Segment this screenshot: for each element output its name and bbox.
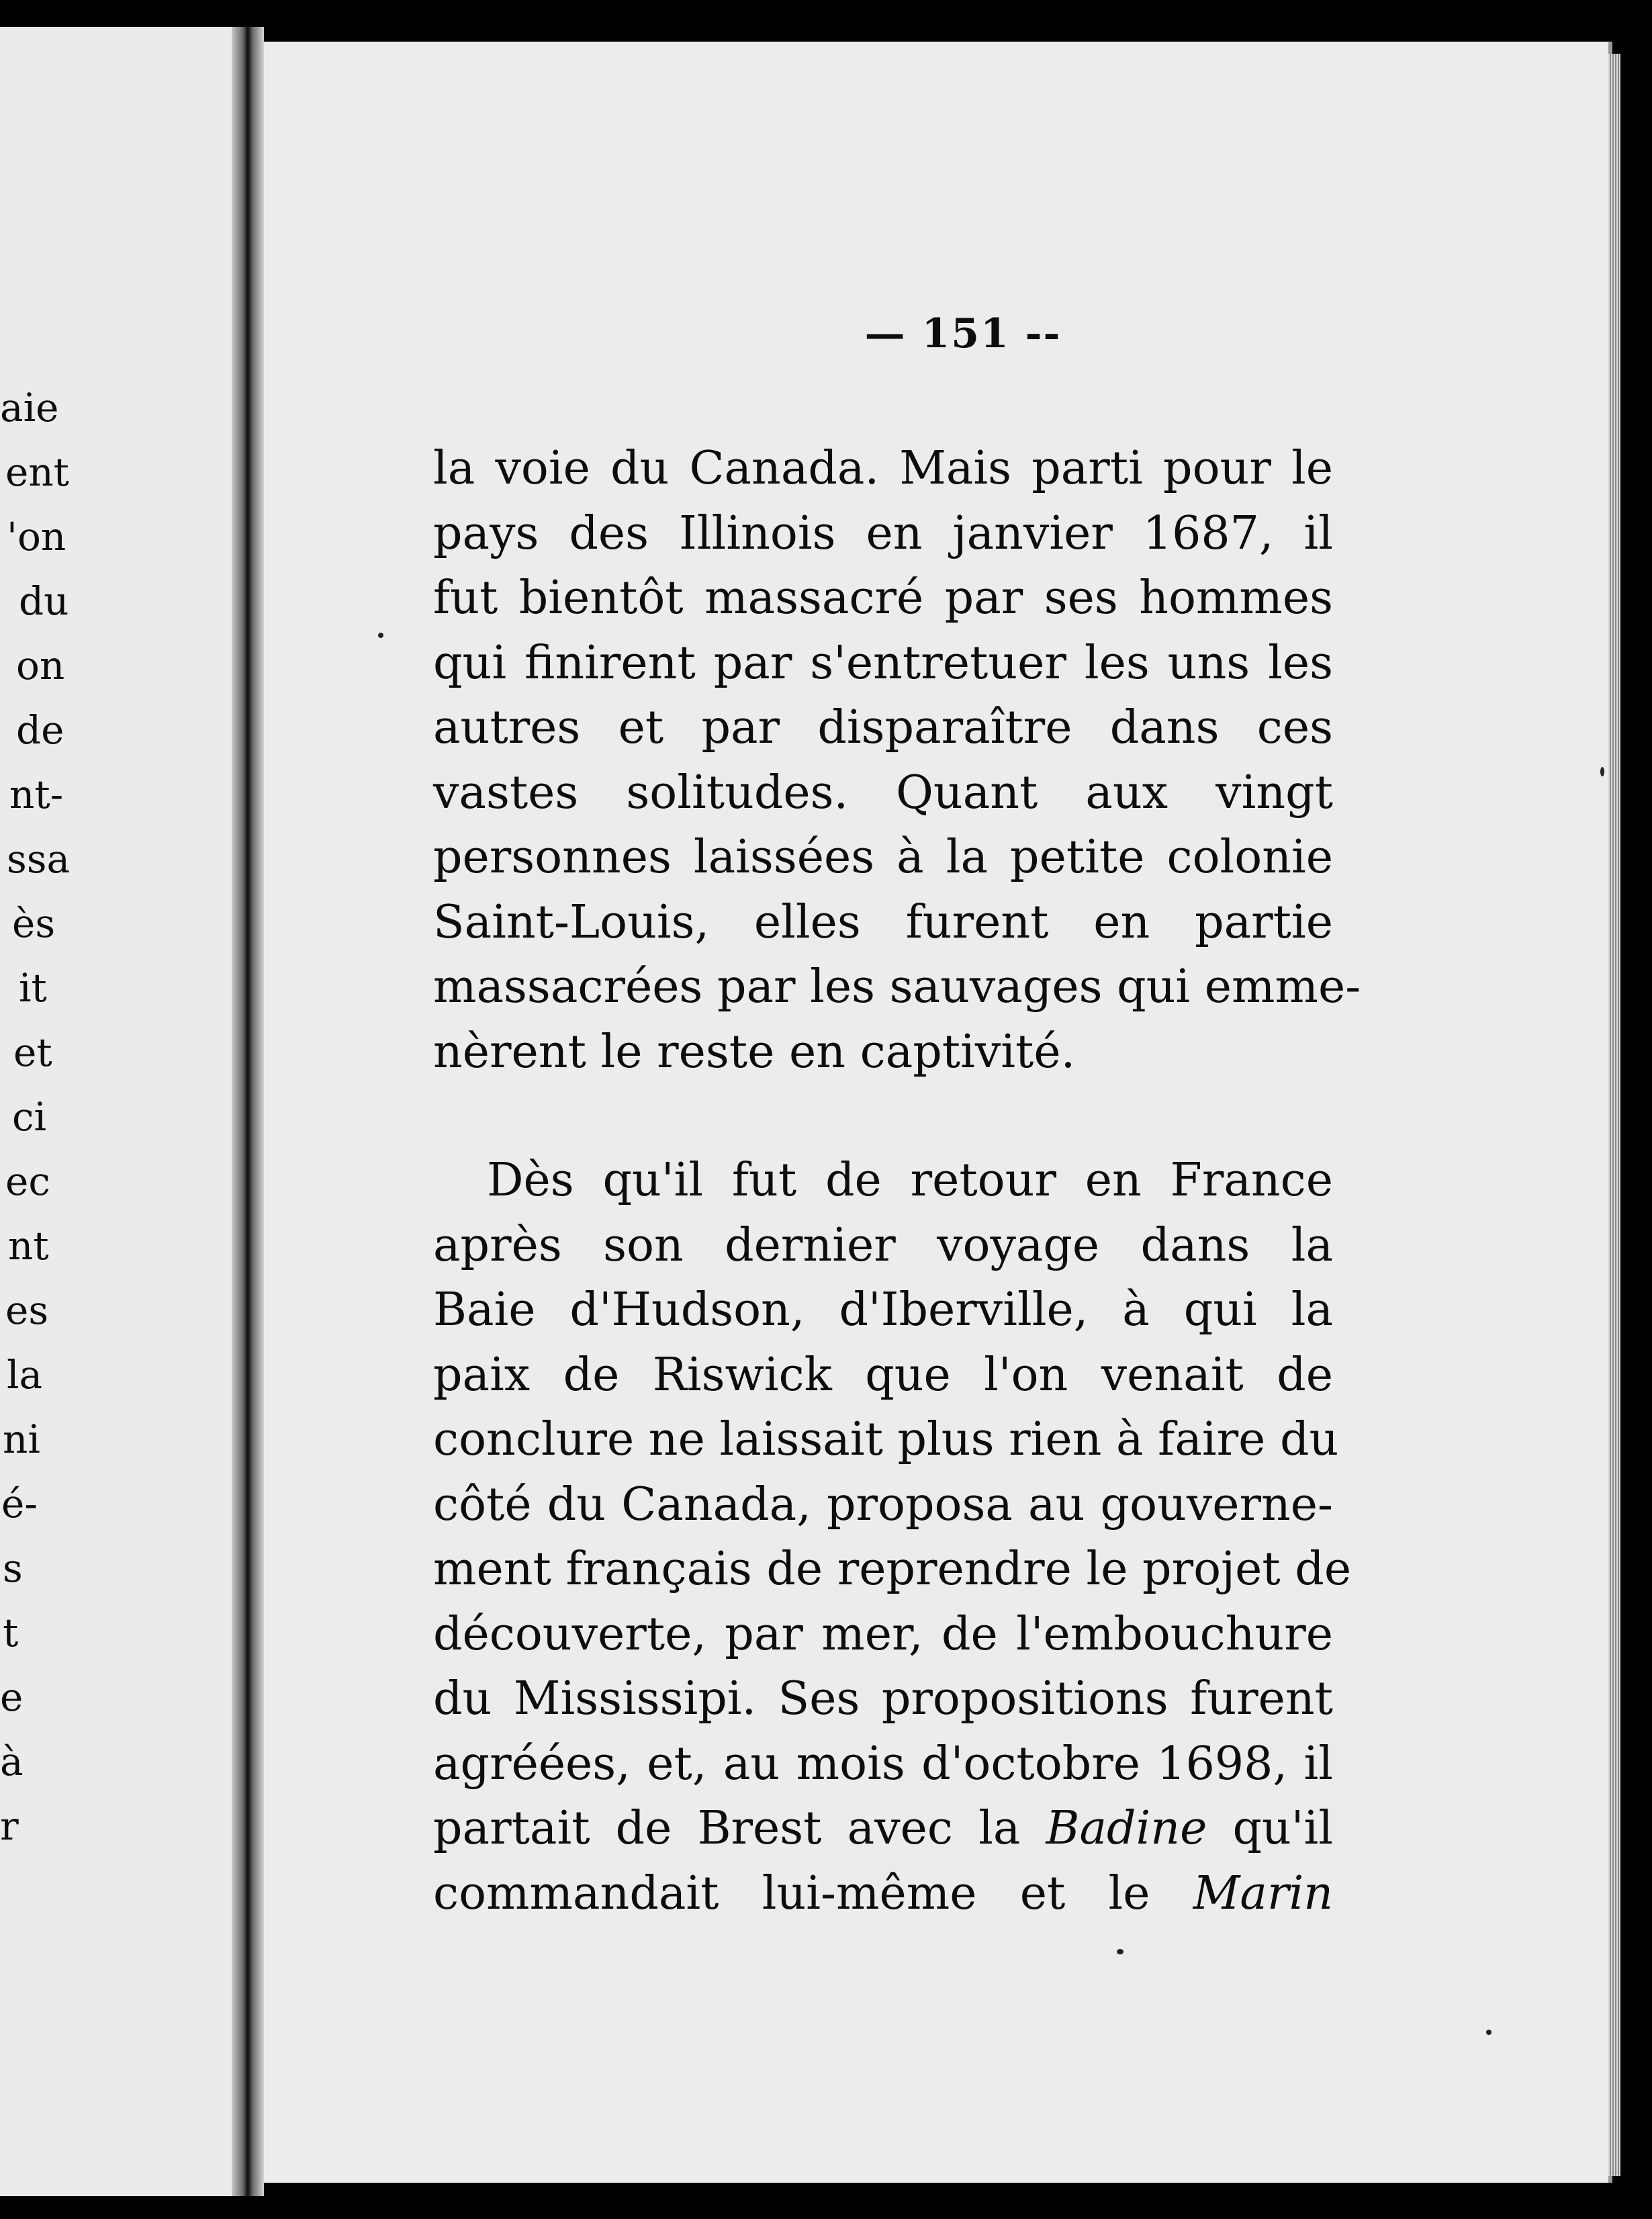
left-page-fragment: ec <box>5 1159 50 1204</box>
left-page-fragment: aie <box>0 385 59 431</box>
text-line: découverte, par mer, de l'embouchure <box>433 1607 1333 1661</box>
left-page-fragment: et <box>13 1030 52 1075</box>
ship-name-badine: Badine <box>1046 1802 1207 1855</box>
left-page-fragment: de <box>16 707 64 753</box>
text-line: Baie d'Hudson, d'Iberville, à qui la <box>433 1283 1333 1337</box>
paper-speck <box>1486 2030 1492 2035</box>
text-line: après son dernier voyage dans la <box>433 1218 1333 1272</box>
left-page-fragment: 'on <box>7 514 66 559</box>
text-line: pays des Illinois en janvier 1687, il <box>433 506 1333 560</box>
left-page-fragment: la <box>7 1352 43 1398</box>
left-page-fragment: é- <box>1 1481 38 1527</box>
text-run: partait de Brest avec la <box>433 1802 1046 1855</box>
left-page-fragment: ni <box>3 1416 40 1462</box>
paper-speck <box>1600 767 1604 776</box>
left-page-fragment: nt- <box>9 772 64 817</box>
ship-name-marin: Marin <box>1193 1866 1333 1920</box>
left-page-fragment: à <box>0 1739 24 1784</box>
left-page-fragment: ssa <box>7 836 71 882</box>
text-line: du Mississipi. Ses propositions furent <box>433 1672 1333 1725</box>
book-gutter <box>232 27 264 2196</box>
text-line <box>433 1862 1333 1927</box>
text-line <box>433 1797 1333 1862</box>
paragraph-break <box>433 1085 1333 1148</box>
left-page-fragment: e <box>0 1674 24 1720</box>
text-line: vastes solitudes. Quant aux vingt <box>433 766 1333 819</box>
text-line: autres et par disparaître dans ces <box>433 701 1333 754</box>
current-page <box>264 42 1612 2183</box>
paper-speck <box>378 633 383 638</box>
text-line: Saint-Louis, elles furent en partie <box>433 895 1333 949</box>
text-line: massacrées par les sauvages qui emme- <box>433 960 1361 1013</box>
page-number: — 151 -- <box>864 310 1062 357</box>
left-page-fragment: du <box>19 578 69 624</box>
text-line: la voie du Canada. Mais parti pour le <box>433 442 1333 495</box>
text-line: Dès qu'il fut de retour en France <box>487 1154 1333 1207</box>
text-line: paix de Riswick que l'on venait de <box>433 1348 1333 1402</box>
text-line: conclure ne laissait plus rien à faire du <box>433 1413 1339 1466</box>
left-page-fragment: nt <box>8 1223 49 1269</box>
text-run: qu'il <box>1207 1802 1333 1855</box>
text-line: côté du Canada, proposa au gouverne- <box>433 1478 1333 1531</box>
left-page-fragment: r <box>0 1803 19 1849</box>
text-line: ment français de reprendre le projet de <box>433 1543 1352 1596</box>
left-page-fragment: t <box>3 1610 19 1656</box>
page-stack-edge <box>1608 54 1620 2176</box>
left-page-fragment: ci <box>12 1094 47 1140</box>
left-page-fragment: it <box>19 965 47 1011</box>
text-run: commandait lui-même et le <box>433 1866 1193 1920</box>
text-line: nèrent le reste en captivité. <box>433 1025 1076 1079</box>
left-page-fragment: ès <box>12 901 56 946</box>
left-page-fragment: s <box>3 1545 23 1591</box>
text-line: agréées, et, au mois d'octobre 1698, il <box>433 1737 1333 1791</box>
text-line: fut bientôt massacré par ses hommes <box>433 572 1333 625</box>
text-line: personnes laissées à la petite colonie <box>433 831 1333 884</box>
paper-speck <box>1117 1949 1123 1954</box>
page-body <box>433 437 1361 1926</box>
left-page-fragment: ent <box>5 449 69 495</box>
text-line: qui finirent par s'entretuer les uns les <box>433 636 1333 690</box>
left-page-fragment: es <box>5 1287 49 1333</box>
previous-page-fragment <box>0 27 232 2196</box>
left-page-fragment: on <box>16 643 65 688</box>
